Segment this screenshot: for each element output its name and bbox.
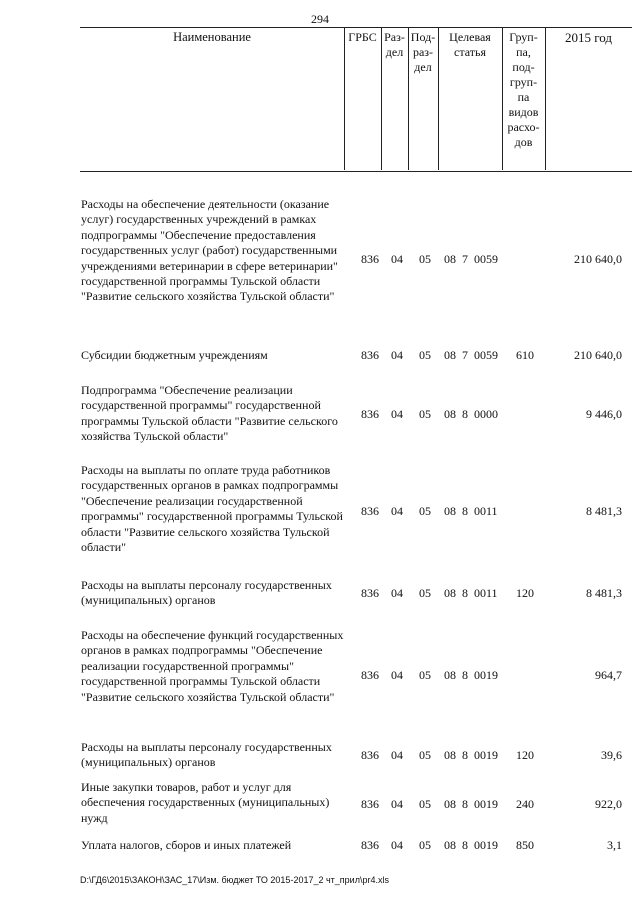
row-celevaya: 08 8 0019	[444, 748, 498, 762]
row-sum: 8 481,3	[586, 504, 622, 518]
header-razdel: Раз- дел	[384, 30, 405, 59]
row-name: Иные закупки товаров, работ и услуг для обеспечения государственных (муниципальных) нужд	[81, 780, 330, 825]
row-celevaya: 08 8 0019	[444, 668, 498, 682]
row-razdel: 04	[391, 586, 403, 600]
row-podrazdel: 05	[419, 504, 431, 518]
row-celevaya: 08 8 0019	[444, 797, 498, 811]
row-razdel: 04	[391, 668, 403, 682]
row-podrazdel: 05	[419, 668, 431, 682]
row-sum: 210 640,0	[574, 348, 622, 362]
file-path-footer: D:\ГД6\2015\ЗАКОН\ЗАС_17\Изм. бюджет ТО 2015-2017_2 чт_прил\pr4.xls	[80, 875, 389, 885]
row-razdel: 04	[391, 797, 403, 811]
row-gruppa: 610	[516, 348, 534, 362]
header-grbs: ГРБС	[348, 30, 377, 44]
row-sum: 210 640,0	[574, 252, 622, 266]
row-celevaya: 08 8 0011	[444, 586, 498, 600]
row-podrazdel: 05	[419, 348, 431, 362]
row-sum: 39,6	[601, 748, 622, 762]
header-year: 2015 год	[565, 30, 612, 45]
row-name: Расходы на выплаты персоналу государственных (муниципальных) органов	[81, 578, 332, 608]
row-grbs: 836	[361, 668, 379, 682]
row-grbs: 836	[361, 407, 379, 421]
row-name: Уплата налогов, сборов и иных платежей	[81, 838, 292, 852]
row-celevaya: 08 8 0011	[444, 504, 498, 518]
row-gruppa: 850	[516, 838, 534, 852]
row-grbs: 836	[361, 797, 379, 811]
row-gruppa: 120	[516, 748, 534, 762]
row-celevaya: 08 8 0000	[444, 407, 498, 421]
row-name: Субсидии бюджетным учреждениям	[81, 348, 268, 362]
page-number: 294	[311, 12, 329, 26]
row-gruppa: 240	[516, 797, 534, 811]
row-grbs: 836	[361, 586, 379, 600]
row-sum: 3,1	[607, 838, 622, 852]
header-gruppa: Груп- па, под- груп- па видов расхо- дов	[507, 30, 540, 149]
row-grbs: 836	[361, 504, 379, 518]
row-razdel: 04	[391, 407, 403, 421]
row-podrazdel: 05	[419, 407, 431, 421]
row-grbs: 836	[361, 348, 379, 362]
row-razdel: 04	[391, 748, 403, 762]
row-sum: 922,0	[595, 797, 622, 811]
row-razdel: 04	[391, 504, 403, 518]
row-name: Подпрограмма "Обеспечение реализации государственной программы" государственной программы Тульской области "Развитие сельского хозяйства Тульской области"	[81, 383, 338, 444]
header-podrazdel: Под- раз- дел	[410, 30, 436, 74]
row-name: Расходы на выплаты персоналу государственных (муниципальных) органов	[81, 740, 332, 770]
row-podrazdel: 05	[419, 252, 431, 266]
row-grbs: 836	[361, 838, 379, 852]
row-gruppa: 120	[516, 586, 534, 600]
row-podrazdel: 05	[419, 797, 431, 811]
header-celevaya: Целевая статья	[449, 30, 491, 59]
row-sum: 964,7	[595, 668, 622, 682]
row-podrazdel: 05	[419, 748, 431, 762]
row-celevaya: 08 8 0019	[444, 838, 498, 852]
row-name: Расходы на обеспечение деятельности (оказание услуг) государственных учреждений в рамках подпрограммы "Обеспечение предоставления государственных услуг (работ) государственными учреждениями ветеринарии в сфере ветеринарии" государственной программы Тульской области "Развитие сельского хозяйства Тульской области"	[81, 197, 338, 304]
row-name: Расходы на обеспечение функций государственных органов в рамках подпрограммы "Обеспечение реализации государственной программы" государственной программы Тульской области "Развитие сельского хозяйства Тульской области"	[81, 628, 344, 704]
row-sum: 9 446,0	[586, 407, 622, 421]
row-razdel: 04	[391, 252, 403, 266]
row-sum: 8 481,3	[586, 586, 622, 600]
row-grbs: 836	[361, 748, 379, 762]
row-razdel: 04	[391, 838, 403, 852]
row-celevaya: 08 7 0059	[444, 348, 498, 362]
row-podrazdel: 05	[419, 586, 431, 600]
header-name: Наименование	[173, 30, 251, 44]
row-razdel: 04	[391, 348, 403, 362]
row-celevaya: 08 7 0059	[444, 252, 498, 266]
row-grbs: 836	[361, 252, 379, 266]
row-podrazdel: 05	[419, 838, 431, 852]
row-name: Расходы на выплаты по оплате труда работников государственных органов в рамках подпрограммы "Обеспечение реализации государственной программы" государственной программы Тульской области "Развитие сельского хозяйства Тульской области"	[81, 463, 343, 555]
